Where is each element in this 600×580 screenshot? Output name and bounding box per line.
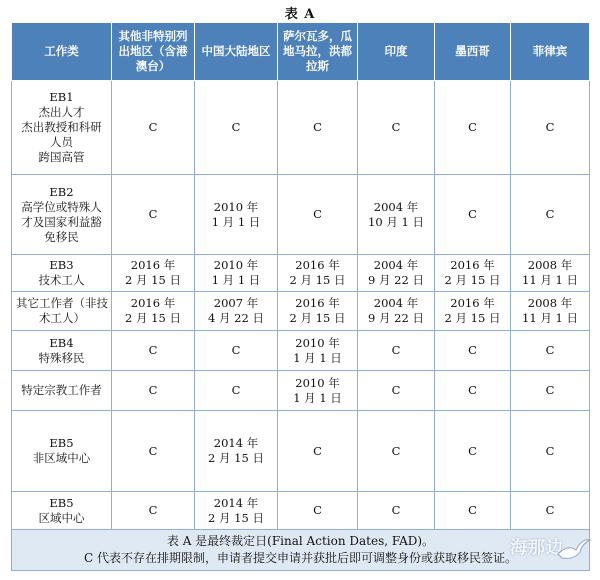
date-cell: 2004 年 10 月 1 日 (358, 175, 435, 255)
date-cell: 2010 年 1 月 1 日 (195, 175, 278, 255)
date-cell: 2014 年 2 月 15 日 (195, 411, 278, 492)
category-cell: EB1 杰出人才 杰出教授和科研人员 跨国高管 (12, 81, 112, 175)
date-cell: C (511, 175, 590, 255)
category-cell: EB5 区域中心 (12, 492, 112, 530)
date-cell: 2010 年 1 月 1 日 (278, 371, 358, 411)
table-row (12, 175, 590, 255)
category-cell: EB3 技术工人 (12, 255, 112, 292)
date-cell: C (358, 331, 435, 371)
date-cell: C (435, 411, 511, 492)
date-cell: C (511, 81, 590, 175)
date-cell: 2010 年 1 月 1 日 (195, 255, 278, 292)
table-row (12, 81, 590, 175)
date-cell: C (278, 175, 358, 255)
table-row (12, 411, 590, 492)
header-cell: 萨尔瓦多，瓜地马拉，洪都拉斯 (278, 23, 358, 81)
date-cell: C (435, 492, 511, 530)
date-cell: C (278, 81, 358, 175)
date-cell: C (358, 411, 435, 492)
date-cell: 2004 年 9 月 22 日 (358, 255, 435, 292)
table-row (12, 492, 590, 530)
date-cell: C (358, 81, 435, 175)
date-cell: C (511, 411, 590, 492)
date-cell: 2004 年 9 月 22 日 (358, 292, 435, 331)
date-cell: 2008 年 11 月 1 日 (511, 255, 590, 292)
header-row (12, 23, 590, 81)
date-cell: 2008 年 11 月 1 日 (511, 292, 590, 331)
header-cell: 墨西哥 (435, 23, 511, 81)
date-cell: C (511, 371, 590, 411)
date-cell: 2007 年 4 月 22 日 (195, 292, 278, 331)
watermark-text: 海那边 (510, 538, 564, 558)
date-cell: C (112, 411, 195, 492)
date-cell: C (195, 81, 278, 175)
header-cell: 工作类 (12, 23, 112, 81)
table-row (12, 371, 590, 411)
date-cell: 2016 年 2 月 15 日 (435, 292, 511, 331)
date-cell: C (511, 331, 590, 371)
date-cell: C (195, 331, 278, 371)
table-row (12, 255, 590, 292)
date-cell: 2016 年 2 月 15 日 (435, 255, 511, 292)
date-cell: C (112, 331, 195, 371)
date-cell: C (511, 492, 590, 530)
table-caption: 表 A (284, 7, 316, 22)
date-cell: 2016 年 2 月 15 日 (112, 292, 195, 331)
date-cell: C (278, 492, 358, 530)
header-cell: 印度 (358, 23, 435, 81)
date-cell: C (358, 371, 435, 411)
date-cell: C (112, 371, 195, 411)
date-cell: 2016 年 2 月 15 日 (278, 292, 358, 331)
footnote-line: C 代表不存在排期限制，申请者提交申请并获批后即可调整身份或获取移民签证。 (84, 551, 517, 565)
footnote-line: 表 A 是最终裁定日(Final Action Dates, FAD)。 (166, 534, 435, 548)
date-cell: C (435, 371, 511, 411)
date-cell: C (112, 175, 195, 255)
date-cell: 2016 年 2 月 15 日 (112, 255, 195, 292)
header-cell: 其他非特别列出地区（含港澳台） (112, 23, 195, 81)
category-cell: EB4 特殊移民 (12, 331, 112, 371)
date-cell: C (435, 175, 511, 255)
category-cell: 特定宗教工作者 (12, 371, 112, 411)
date-cell: C (435, 331, 511, 371)
footnote-cell (12, 530, 590, 571)
footnote-row (12, 530, 590, 571)
date-cell: C (112, 81, 195, 175)
date-cell: 2016 年 2 月 15 日 (278, 255, 358, 292)
category-cell: 其它工作者（非技术工人） (12, 292, 112, 331)
date-cell: C (358, 492, 435, 530)
date-cell: C (195, 371, 278, 411)
bird-logo-icon (556, 534, 592, 564)
table-row (12, 331, 590, 371)
date-cell: 2014 年 2 月 15 日 (195, 492, 278, 530)
category-cell: EB5 非区域中心 (12, 411, 112, 492)
date-cell: C (278, 411, 358, 492)
priority-date-table (11, 22, 590, 571)
header-cell: 菲律宾 (511, 23, 590, 81)
category-cell: EB2 高学位或特殊人才及国家利益豁免移民 (12, 175, 112, 255)
date-cell: C (112, 492, 195, 530)
header-cell: 中国大陆地区 (195, 23, 278, 81)
date-cell: 2010 年 1 月 1 日 (278, 331, 358, 371)
date-cell: C (435, 81, 511, 175)
table-row (12, 292, 590, 331)
